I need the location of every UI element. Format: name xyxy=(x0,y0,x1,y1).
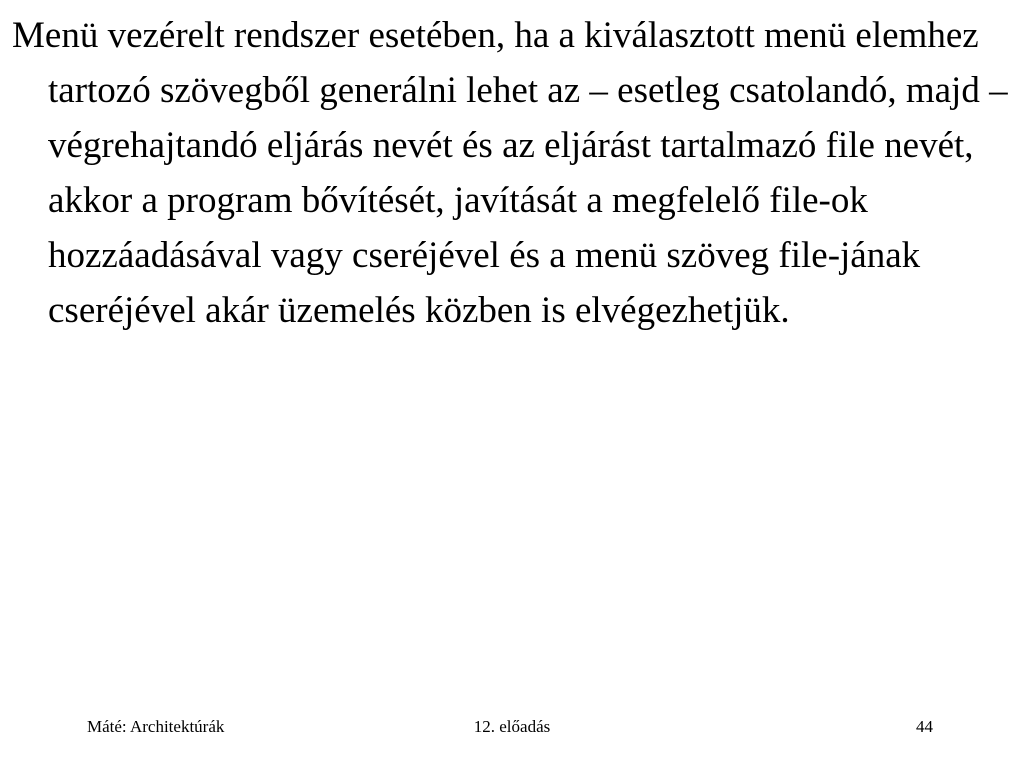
footer-page-number: 44 xyxy=(916,717,933,736)
footer-lecture: 12. előadás xyxy=(473,717,551,736)
slide-body-text: Menü vezérelt rendszer esetében, ha a kiválasztott menü elemhez tartozó szövegből generálni lehet az – esetleg csatolandó, majd – végrehajtandó eljárás nevét és az eljárást tartalmazó file nevét, akkor a program bővítését, javítását a megfelelő file-ok hozzáadásával vagy cseréjével és a menü szöveg file-jának cseréjével akár üzemelés közben is elvégezhetjük. xyxy=(12,15,1008,331)
footer-author-course: Máté: Architektúrák xyxy=(87,717,225,736)
footer-lecture-container xyxy=(0,716,1024,738)
